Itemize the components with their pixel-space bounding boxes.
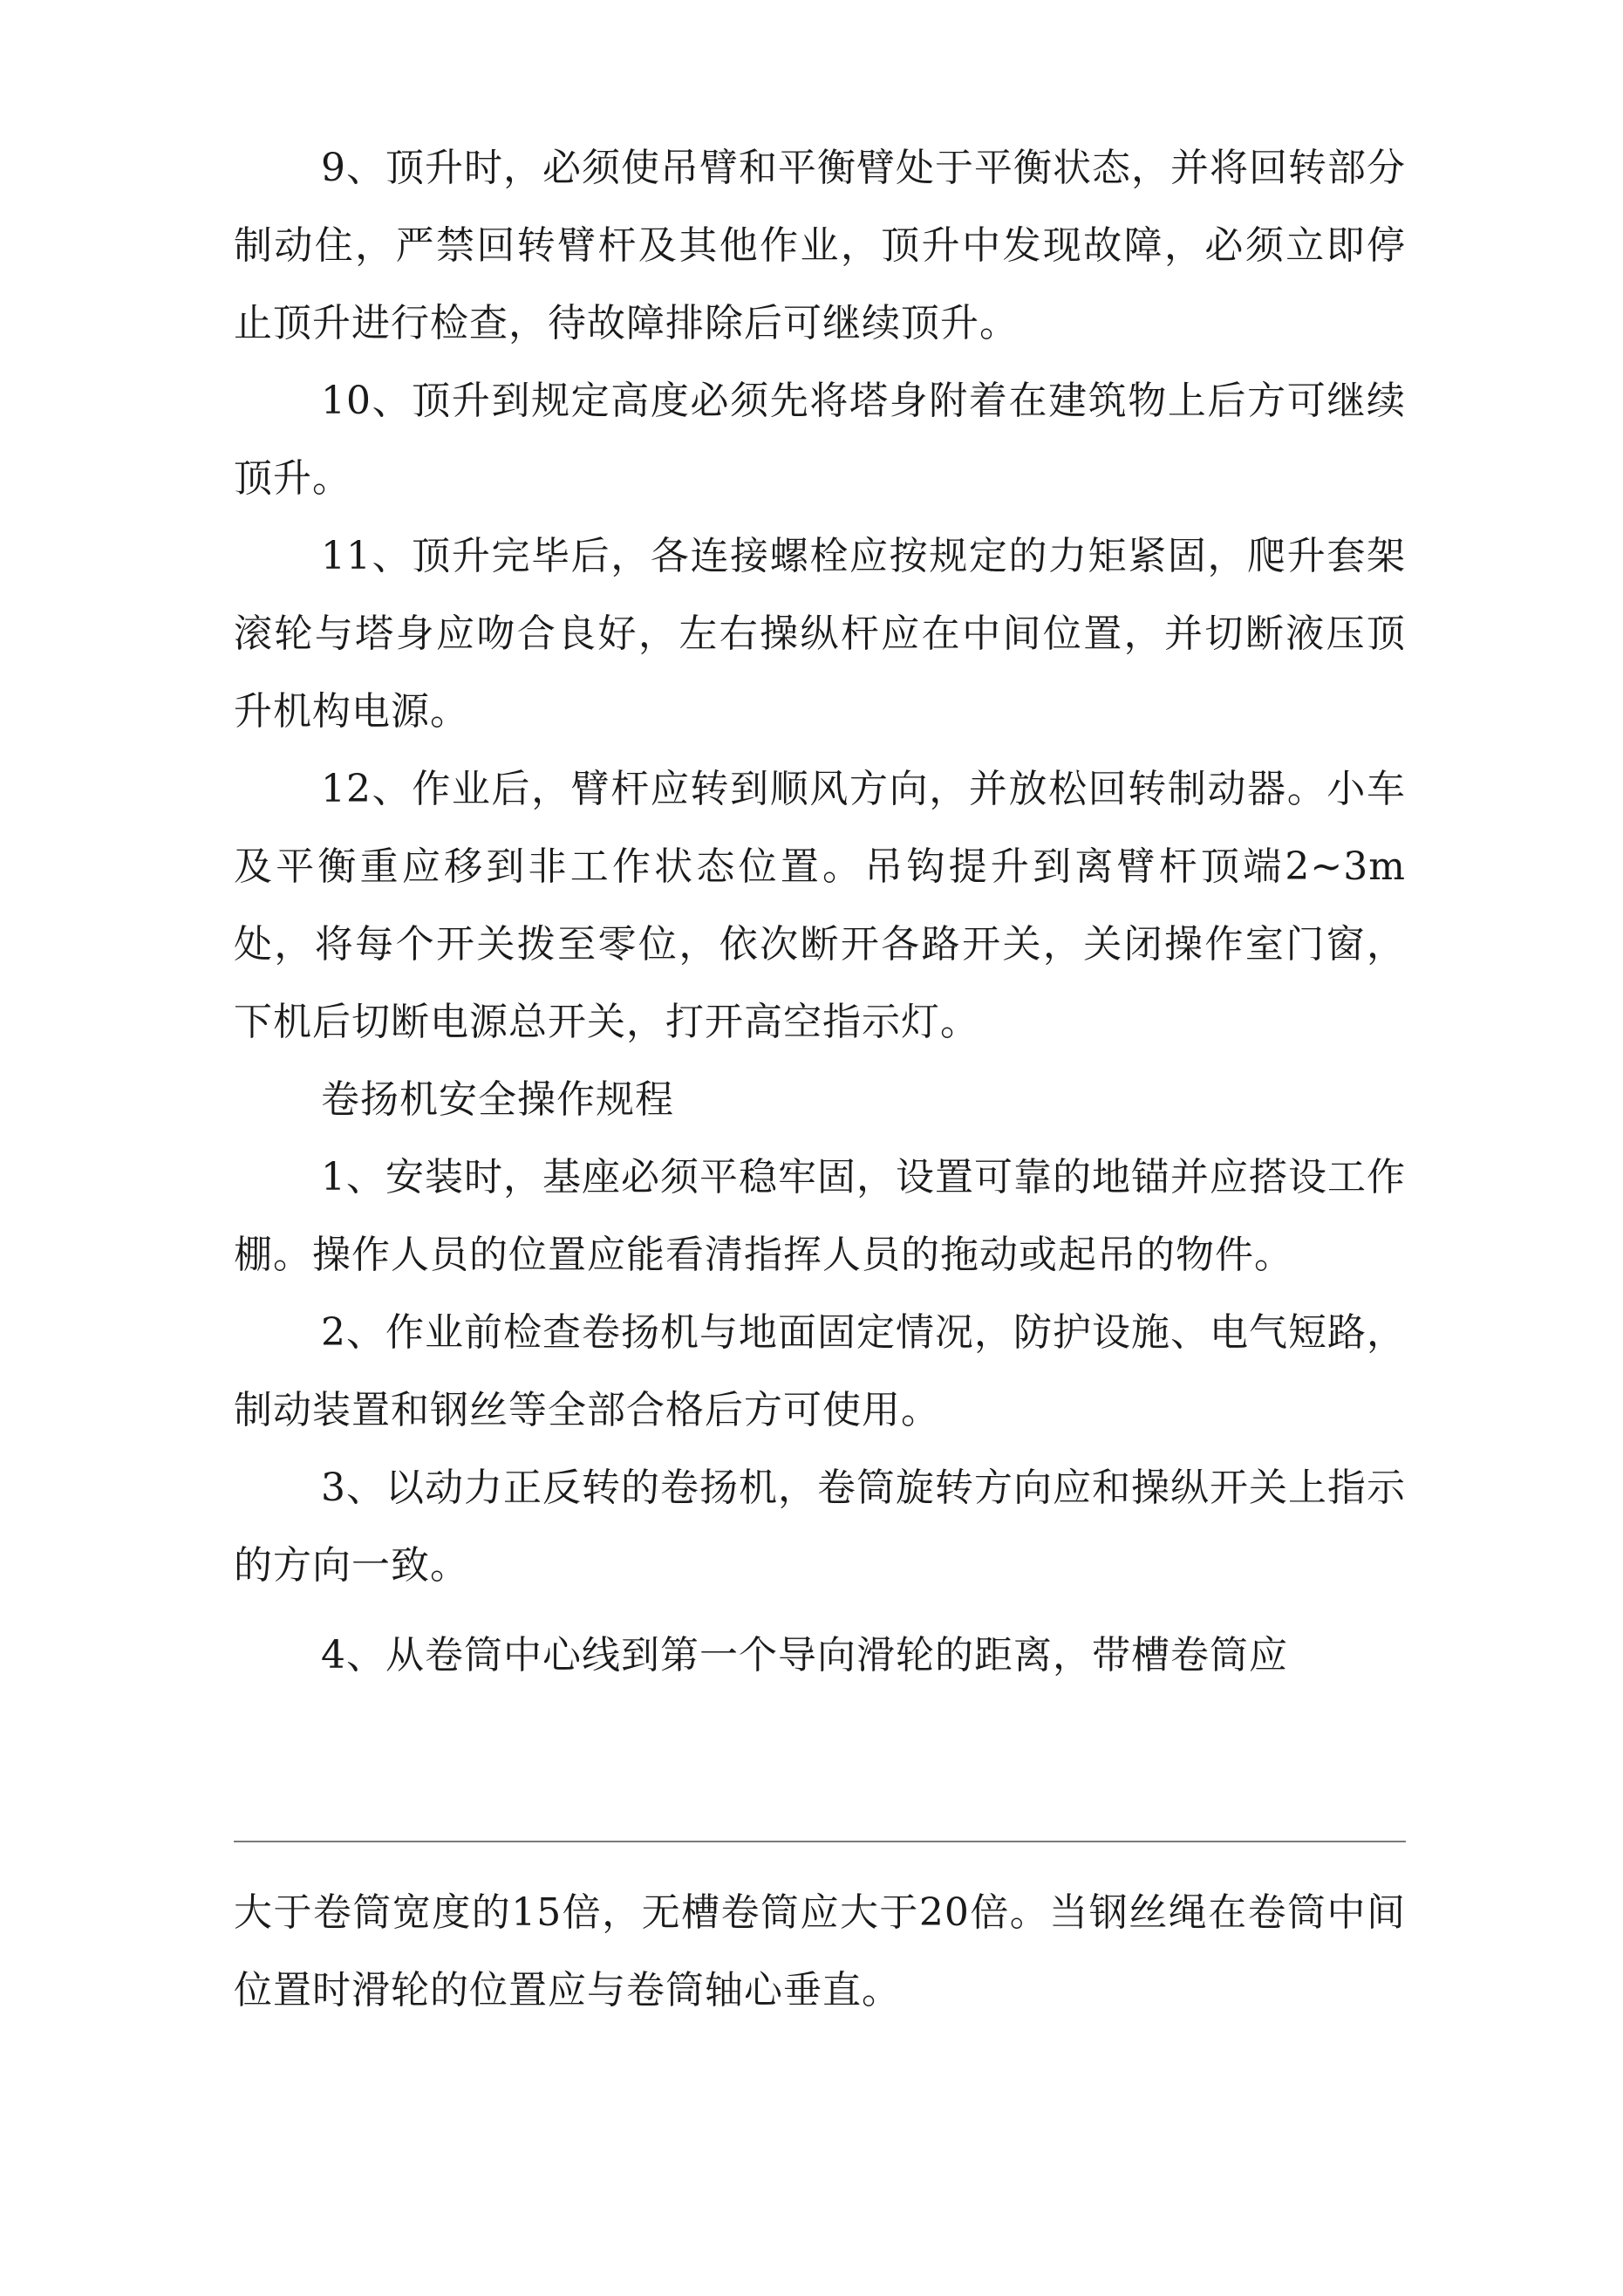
paragraph-10: 10、顶升到规定高度必须先将塔身附着在建筑物上后方可继续顶升。 <box>234 379 1406 501</box>
paragraph-11: 11、顶升完毕后，各连接螺栓应按规定的力矩紧固，爬升套架滚轮与塔身应吻合良好，左右操纵杆应在中间位置，并切断液压顶升机构电源。 <box>234 534 1406 734</box>
paragraph-4-continuation: 大于卷筒宽度的15倍，无槽卷筒应大于20倍。当钢丝绳在卷筒中间位置时滑轮的位置应与卷筒轴心垂直。 <box>234 1890 1406 2012</box>
paragraph-2: 2、作业前检查卷扬机与地面固定情况，防护设施、电气短路，制动装置和钢丝等全部合格后方可使用。 <box>234 1310 1406 1432</box>
paragraph-1: 1、安装时，基座必须平稳牢固，设置可靠的地锚并应搭设工作棚。操作人员的位置应能看清指挥人员的拖动或起吊的物件。 <box>234 1155 1406 1277</box>
main-text-block <box>234 129 1406 1694</box>
continuation-text-block <box>234 1874 1406 2029</box>
paragraph-9: 9、顶升时，必须使吊臂和平衡臂处于平衡状态，并将回转部分制动住，严禁回转臂杆及其他作业，顶升中发现故障，必须立即停止顶升进行检查，待故障排除后可继续顶升。 <box>234 146 1406 345</box>
section-heading: 卷扬机安全操作规程 <box>321 1077 674 1122</box>
paragraph-3: 3、以动力正反转的卷扬机，卷筒旋转方向应和操纵开关上指示的方向一致。 <box>234 1466 1406 1588</box>
paragraph-4: 4、从卷筒中心线到第一个导向滑轮的距离，带槽卷筒应 <box>321 1633 1288 1678</box>
page-divider <box>234 1841 1406 1842</box>
paragraph-12: 12、作业后，臂杆应转到顺风方向，并放松回转制动器。小车及平衡重应移到非工作状态位置。吊钩提升到离臂杆顶端2~3m处，将每个开关拨至零位，依次断开各路开关，关闭操作室门窗，下机后切断电源总开关，打开高空指示灯。 <box>234 767 1406 1044</box>
